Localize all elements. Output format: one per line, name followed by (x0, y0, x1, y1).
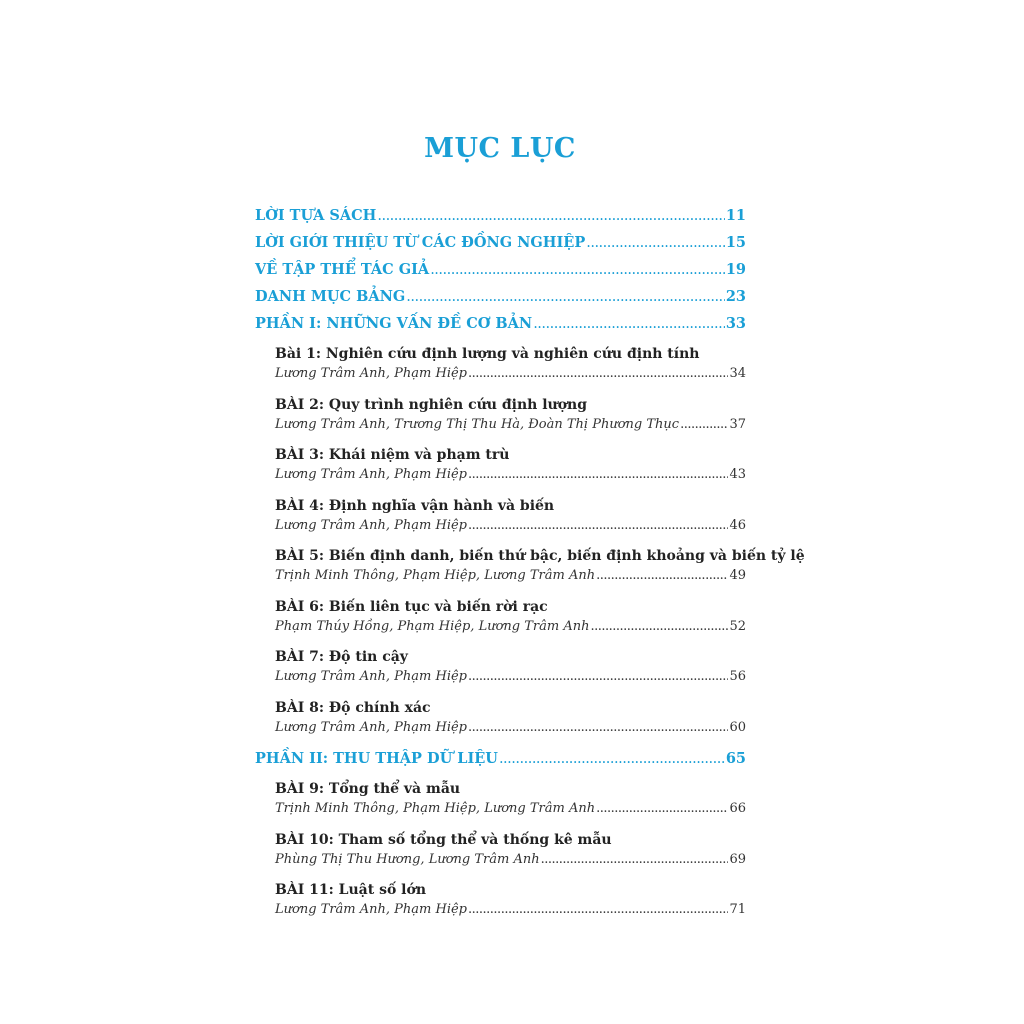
dot-leader (533, 316, 725, 332)
dot-leader (377, 208, 724, 224)
toc-lesson[interactable] (275, 696, 746, 747)
toc-section-part-2[interactable] (255, 750, 746, 777)
lesson-title: BÀI 3: Khái niệm và phạm trù (275, 447, 510, 463)
dot-leader (596, 801, 728, 816)
section-label: DANH MỤC BẢNG (255, 288, 406, 305)
lesson-authors: Lương Trâm Anh, Phạm Hiệp (275, 366, 467, 381)
toc-section-table-list[interactable] (255, 288, 746, 315)
lesson-title: BÀI 4: Định nghĩa vận hành và biến (275, 497, 555, 514)
section-page: 11 (725, 207, 746, 224)
lesson-page: 69 (729, 851, 746, 867)
lesson-authors: Lương Trâm Anh, Phạm Hiệp (275, 467, 467, 482)
lesson-title: BÀI 7: Độ tin cậy (275, 649, 408, 665)
lesson-authors-row (275, 467, 746, 490)
lesson-authors-row (275, 568, 746, 591)
lesson-title: BÀI 2: Quy trình nghiên cứu định lượng (275, 396, 587, 413)
section-page: 19 (725, 261, 746, 278)
lesson-authors-row (275, 366, 746, 389)
dot-leader (468, 720, 728, 735)
lesson-page: 60 (729, 719, 746, 735)
lesson-authors-row (275, 619, 746, 642)
lesson-authors-row (275, 417, 746, 440)
lesson-authors: Lương Trâm Anh, Phạm Hiệp (275, 719, 467, 735)
lesson-title: BÀI 11: Luật số lớn (275, 882, 427, 898)
toc-section-part-1[interactable] (255, 315, 746, 342)
section-page: 33 (725, 315, 746, 332)
dot-leader (590, 619, 728, 634)
toc-lesson[interactable] (275, 443, 746, 494)
section-label: PHẦN II: THU THẬP DỮ LIỆU (255, 750, 498, 767)
lesson-title: BÀI 8: Độ chính xác (275, 699, 431, 716)
toc-lesson[interactable] (275, 494, 746, 545)
lesson-authors-row (275, 902, 746, 925)
dot-leader (468, 467, 728, 482)
lesson-authors: Lương Trâm Anh, Phạm Hiệp (275, 669, 467, 684)
toc-section-authors[interactable] (255, 261, 746, 288)
toc-lesson[interactable] (275, 544, 805, 595)
lesson-authors-row (275, 852, 746, 875)
lesson-page: 71 (729, 902, 746, 917)
dot-leader (430, 262, 725, 278)
dot-leader (468, 366, 728, 381)
dot-leader (468, 518, 728, 533)
lesson-title: BÀI 9: Tổng thể và mẫu (275, 781, 461, 797)
toc-lesson[interactable] (275, 777, 746, 828)
lesson-page: 46 (729, 517, 746, 533)
toc-lesson[interactable] (275, 342, 746, 393)
lesson-page: 43 (729, 467, 746, 482)
page-title: MỤC LỤC (424, 133, 576, 164)
toc-lesson[interactable] (275, 645, 746, 696)
lesson-authors: Lương Trâm Anh, Phạm Hiệp (275, 517, 467, 533)
lesson-page: 52 (729, 618, 746, 634)
toc-lesson[interactable] (275, 828, 746, 879)
dot-leader (680, 417, 728, 432)
dot-leader (586, 235, 725, 251)
lesson-authors: Lương Trâm Anh, Trương Thị Thu Hà, Đoàn Thị Phương Thục (275, 416, 680, 432)
lesson-authors-row (275, 669, 746, 692)
toc-lesson[interactable] (275, 595, 746, 646)
lesson-title: BÀI 5: Biến định danh, biến thứ bậc, biến định khoảng và biến tỷ lệ (275, 548, 805, 564)
table-of-contents (255, 207, 805, 929)
section-label: VỀ TẬP THỂ TÁC GIẢ (255, 261, 430, 278)
lesson-title: Bài 1: Nghiên cứu định lượng và nghiên cứu định tính (275, 346, 700, 362)
dot-leader (541, 852, 729, 867)
lesson-page: 49 (729, 568, 746, 583)
lesson-authors: Phùng Thị Thu Hương, Lương Trâm Anh (275, 851, 540, 867)
dot-leader (499, 751, 725, 767)
section-page: 65 (725, 750, 746, 767)
dot-leader (406, 289, 725, 305)
dot-leader (468, 902, 728, 917)
toc-section-introductions[interactable] (255, 234, 746, 261)
lesson-page: 37 (729, 416, 746, 432)
lesson-page: 56 (729, 669, 746, 684)
lesson-authors-row (275, 801, 746, 824)
lesson-authors-row (275, 518, 746, 541)
toc-lesson[interactable] (275, 878, 746, 929)
section-page: 23 (725, 288, 746, 305)
lesson-title: BÀI 10: Tham số tổng thể và thống kê mẫu (275, 831, 612, 848)
lesson-title: BÀI 6: Biến liên tục và biến rời rạc (275, 598, 548, 615)
toc-section-preface[interactable] (255, 207, 746, 234)
section-label: PHẦN I: NHỮNG VẤN ĐỀ CƠ BẢN (255, 315, 533, 332)
lesson-authors: Trịnh Minh Thông, Phạm Hiệp, Lương Trâm Anh (275, 568, 596, 583)
toc-lesson[interactable] (275, 393, 746, 444)
dot-leader (596, 568, 728, 583)
section-label: LỜI TỰA SÁCH (255, 207, 377, 224)
lesson-page: 66 (729, 801, 746, 816)
lesson-authors: Lương Trâm Anh, Phạm Hiệp (275, 902, 467, 917)
lesson-authors-row (275, 720, 746, 743)
lesson-page: 34 (729, 366, 746, 381)
section-page: 15 (725, 234, 746, 251)
lesson-authors: Phạm Thúy Hồng, Phạm Hiệp, Lương Trâm Anh (275, 618, 590, 634)
dot-leader (468, 669, 728, 684)
section-label: LỜI GIỚI THIỆU TỪ CÁC ĐỒNG NGHIỆP (255, 234, 586, 251)
lesson-authors: Trịnh Minh Thông, Phạm Hiệp, Lương Trâm Anh (275, 801, 596, 816)
